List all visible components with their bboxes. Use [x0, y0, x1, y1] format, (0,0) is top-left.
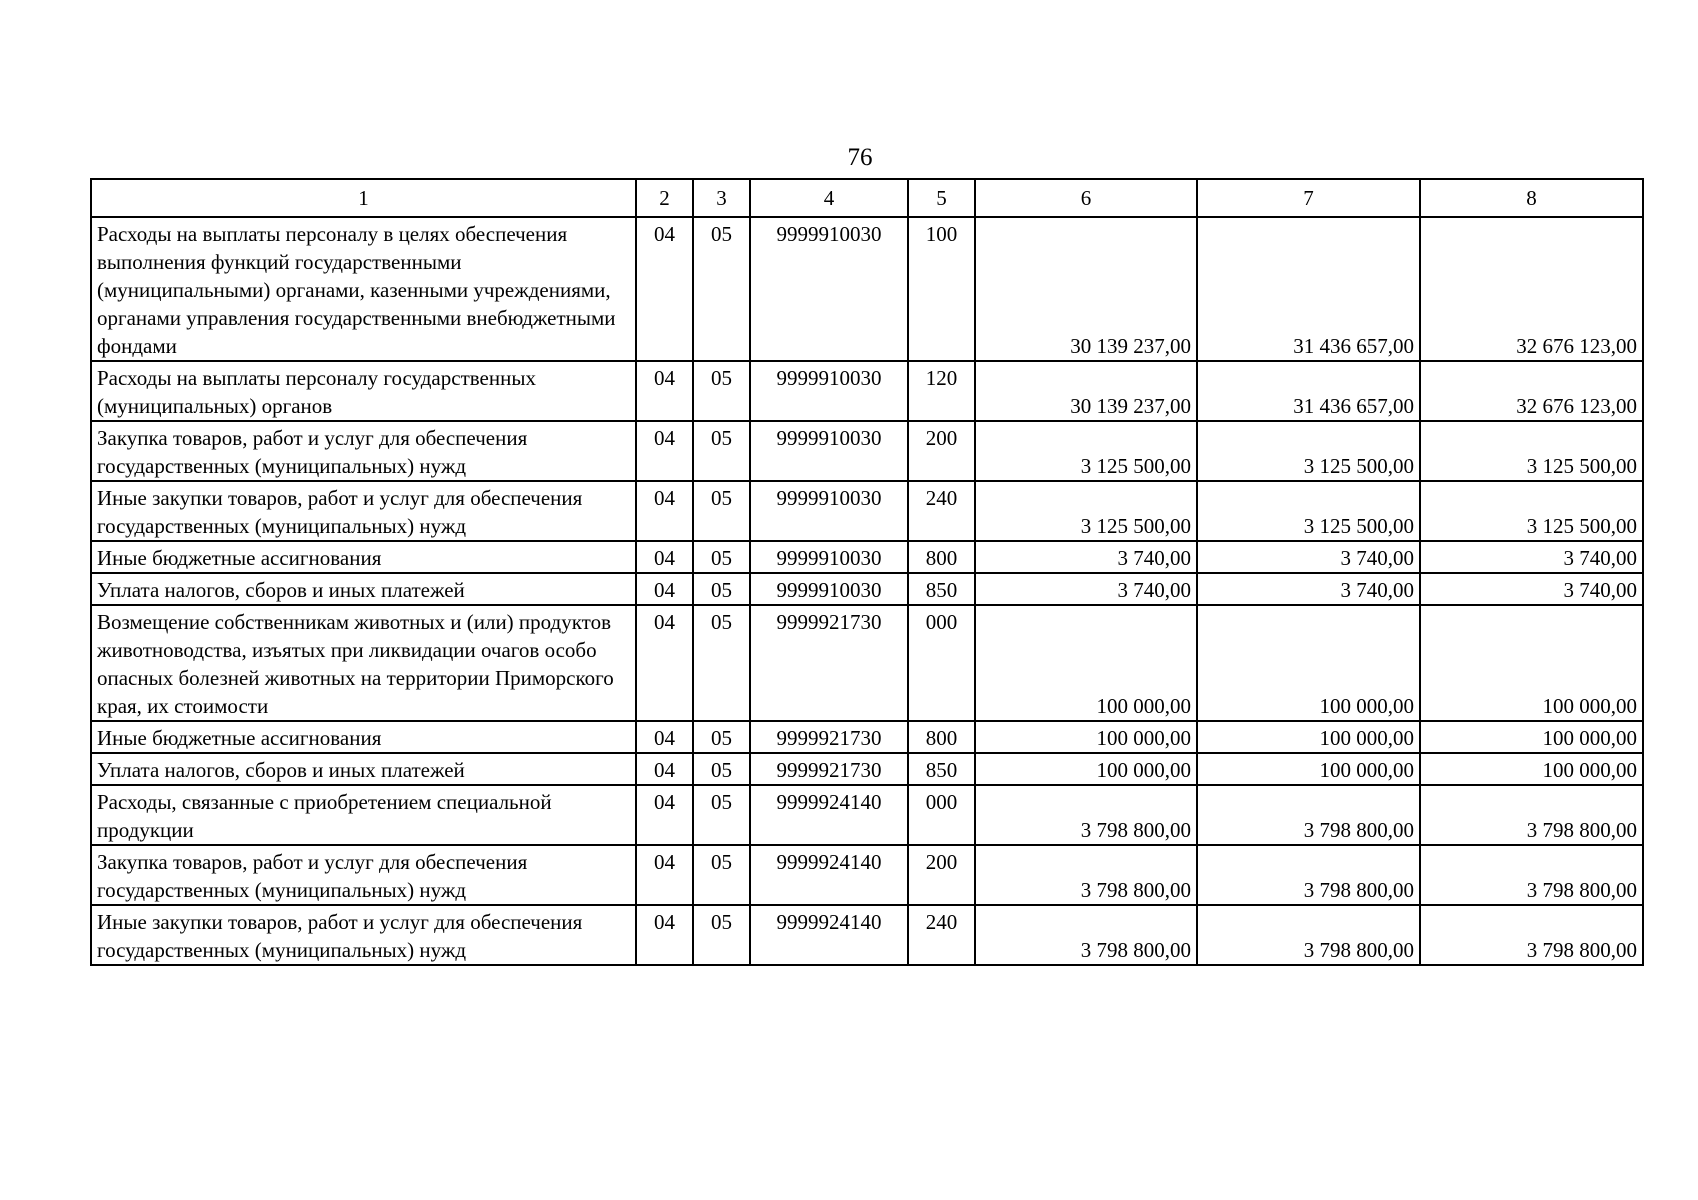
section-code: 04: [636, 905, 693, 965]
expense-type-code: 000: [908, 605, 975, 721]
amount-col-7: 3 798 800,00: [1197, 785, 1420, 845]
amount-col-7: 100 000,00: [1197, 605, 1420, 721]
amount-col-6: 100 000,00: [975, 721, 1197, 753]
column-header: 1: [91, 179, 636, 217]
expense-name: Расходы на выплаты персоналу в целях обеспечения выполнения функций государственными (муниципальными) органами, казенными учреждениями, органами управления государственными внебюджетными фондами: [91, 217, 636, 361]
column-number-row: [91, 179, 1643, 217]
expense-name: Иные закупки товаров, работ и услуг для обеспечения государственных (муниципальных) нужд: [91, 481, 636, 541]
column-header: 6: [975, 179, 1197, 217]
amount-col-7: 100 000,00: [1197, 721, 1420, 753]
subsection-code: 05: [693, 573, 750, 605]
table-row: [91, 217, 1643, 361]
table-row: [91, 905, 1643, 965]
amount-col-7: 3 125 500,00: [1197, 481, 1420, 541]
table-row: [91, 721, 1643, 753]
section-code: 04: [636, 605, 693, 721]
amount-col-7: 3 740,00: [1197, 573, 1420, 605]
amount-col-6: 30 139 237,00: [975, 217, 1197, 361]
expense-name: Иные закупки товаров, работ и услуг для обеспечения государственных (муниципальных) нужд: [91, 905, 636, 965]
expense-name: Закупка товаров, работ и услуг для обеспечения государственных (муниципальных) нужд: [91, 421, 636, 481]
column-header: 7: [1197, 179, 1420, 217]
expense-name: Иные бюджетные ассигнования: [91, 541, 636, 573]
subsection-code: 05: [693, 605, 750, 721]
amount-col-8: 3 740,00: [1420, 573, 1643, 605]
page-number: 76: [847, 144, 873, 171]
target-article-code: 9999924140: [750, 785, 908, 845]
table-row: [91, 845, 1643, 905]
expense-type-code: 800: [908, 541, 975, 573]
expense-type-code: 800: [908, 721, 975, 753]
column-header: 3: [693, 179, 750, 217]
expense-name: Расходы на выплаты персоналу государственных (муниципальных) органов: [91, 361, 636, 421]
section-code: 04: [636, 753, 693, 785]
expense-type-code: 240: [908, 481, 975, 541]
table-row: [91, 573, 1643, 605]
amount-col-8: 3 798 800,00: [1420, 785, 1643, 845]
target-article-code: 9999924140: [750, 845, 908, 905]
amount-col-7: 3 125 500,00: [1197, 421, 1420, 481]
subsection-code: 05: [693, 845, 750, 905]
amount-col-8: 3 798 800,00: [1420, 905, 1643, 965]
amount-col-6: 3 125 500,00: [975, 421, 1197, 481]
budget-table: [90, 178, 1644, 966]
subsection-code: 05: [693, 217, 750, 361]
target-article-code: 9999910030: [750, 573, 908, 605]
section-code: 04: [636, 361, 693, 421]
subsection-code: 05: [693, 361, 750, 421]
expense-name: Уплата налогов, сборов и иных платежей: [91, 753, 636, 785]
target-article-code: 9999910030: [750, 541, 908, 573]
target-article-code: 9999910030: [750, 481, 908, 541]
target-article-code: 9999910030: [750, 361, 908, 421]
expense-name: Возмещение собственникам животных и (или) продуктов животноводства, изъятых при ликвидации очагов особо опасных болезней животных на территории Приморского края, их стоимости: [91, 605, 636, 721]
amount-col-6: 30 139 237,00: [975, 361, 1197, 421]
amount-col-6: 100 000,00: [975, 753, 1197, 785]
expense-type-code: 200: [908, 421, 975, 481]
subsection-code: 05: [693, 753, 750, 785]
column-header: 4: [750, 179, 908, 217]
subsection-code: 05: [693, 721, 750, 753]
column-header: 8: [1420, 179, 1643, 217]
subsection-code: 05: [693, 905, 750, 965]
section-code: 04: [636, 541, 693, 573]
expense-type-code: 850: [908, 753, 975, 785]
amount-col-6: 3 798 800,00: [975, 905, 1197, 965]
section-code: 04: [636, 421, 693, 481]
section-code: 04: [636, 785, 693, 845]
expense-name: Расходы, связанные с приобретением специальной продукции: [91, 785, 636, 845]
amount-col-6: 3 798 800,00: [975, 785, 1197, 845]
amount-col-7: 3 798 800,00: [1197, 905, 1420, 965]
amount-col-7: 31 436 657,00: [1197, 217, 1420, 361]
amount-col-6: 3 125 500,00: [975, 481, 1197, 541]
target-article-code: 9999924140: [750, 905, 908, 965]
target-article-code: 9999921730: [750, 753, 908, 785]
amount-col-8: 3 740,00: [1420, 541, 1643, 573]
section-code: 04: [636, 721, 693, 753]
expense-type-code: 240: [908, 905, 975, 965]
expense-type-code: 200: [908, 845, 975, 905]
amount-col-8: 100 000,00: [1420, 605, 1643, 721]
expense-type-code: 850: [908, 573, 975, 605]
amount-col-6: 3 740,00: [975, 541, 1197, 573]
expense-type-code: 000: [908, 785, 975, 845]
table-row: [91, 541, 1643, 573]
amount-col-7: 100 000,00: [1197, 753, 1420, 785]
section-code: 04: [636, 845, 693, 905]
amount-col-8: 3 125 500,00: [1420, 481, 1643, 541]
amount-col-8: 3 125 500,00: [1420, 421, 1643, 481]
section-code: 04: [636, 217, 693, 361]
expense-name: Закупка товаров, работ и услуг для обеспечения государственных (муниципальных) нужд: [91, 845, 636, 905]
section-code: 04: [636, 481, 693, 541]
table-row: [91, 481, 1643, 541]
amount-col-6: 3 740,00: [975, 573, 1197, 605]
amount-col-7: 3 798 800,00: [1197, 845, 1420, 905]
amount-col-6: 3 798 800,00: [975, 845, 1197, 905]
amount-col-8: 32 676 123,00: [1420, 217, 1643, 361]
target-article-code: 9999921730: [750, 605, 908, 721]
expense-name: Иные бюджетные ассигнования: [91, 721, 636, 753]
subsection-code: 05: [693, 541, 750, 573]
target-article-code: 9999921730: [750, 721, 908, 753]
column-header: 2: [636, 179, 693, 217]
expense-type-code: 100: [908, 217, 975, 361]
section-code: 04: [636, 573, 693, 605]
amount-col-8: 100 000,00: [1420, 753, 1643, 785]
target-article-code: 9999910030: [750, 421, 908, 481]
table-row: [91, 605, 1643, 721]
column-header: 5: [908, 179, 975, 217]
subsection-code: 05: [693, 481, 750, 541]
amount-col-7: 31 436 657,00: [1197, 361, 1420, 421]
amount-col-8: 3 798 800,00: [1420, 845, 1643, 905]
table-row: [91, 361, 1643, 421]
subsection-code: 05: [693, 421, 750, 481]
table-row: [91, 785, 1643, 845]
table-row: [91, 421, 1643, 481]
amount-col-8: 100 000,00: [1420, 721, 1643, 753]
target-article-code: 9999910030: [750, 217, 908, 361]
amount-col-7: 3 740,00: [1197, 541, 1420, 573]
subsection-code: 05: [693, 785, 750, 845]
table-row: [91, 753, 1643, 785]
expense-type-code: 120: [908, 361, 975, 421]
amount-col-8: 32 676 123,00: [1420, 361, 1643, 421]
amount-col-6: 100 000,00: [975, 605, 1197, 721]
expense-name: Уплата налогов, сборов и иных платежей: [91, 573, 636, 605]
